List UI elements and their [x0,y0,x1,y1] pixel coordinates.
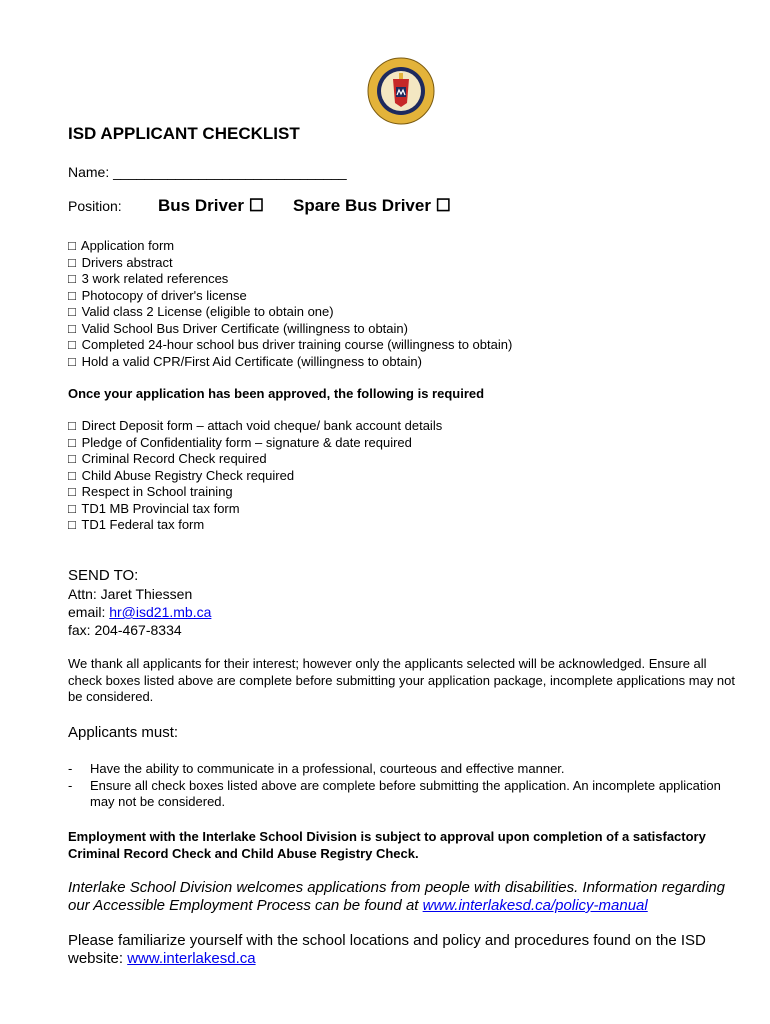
send-to-heading: SEND TO: [68,567,139,584]
thanks-paragraph: We thank all applicants for their interest; however only the applicants selected will be acknowledged. Ensure all check boxes listed above are complete before submitting your application package, incomplete applications may not be considered. [68,656,735,704]
list-item[interactable]: □ Valid class 2 License (eligible to obtain one) [68,304,334,319]
applicants-must-heading: Applicants must: [68,724,179,741]
list-item[interactable]: □ Criminal Record Check required [68,451,267,466]
list-item: - Ensure all check boxes listed above are complete before submitting the application. An incomplete application may not be considered. [68,777,721,809]
name-field-label: Name: ______________________________ [68,164,347,180]
page-title: ISD APPLICANT CHECKLIST [68,124,300,143]
list-item[interactable]: □ Child Abuse Registry Check required [68,467,295,483]
list-item[interactable]: □ Pledge of Confidentiality form – signature & date required [68,434,412,450]
list-item[interactable]: □ TD1 MB Provincial tax form [68,500,240,516]
list-item[interactable]: □ Valid School Bus Driver Certificate (willingness to obtain) [68,320,408,336]
list-item: - Have the ability to communicate in a professional, courteous and effective manner. [68,761,565,776]
list-item[interactable]: □ TD1 Federal tax form [68,517,205,532]
email-link[interactable]: hr@isd21.mb.ca [109,604,212,620]
checkbox[interactable]: □ [68,337,76,352]
checkbox[interactable]: □ [68,271,76,286]
checkbox[interactable]: □ [68,484,76,499]
checkbox[interactable]: □ [68,254,76,270]
school-division-logo [367,57,435,125]
checkbox[interactable]: □ [68,320,76,336]
fax-line: fax: 204-467-8334 [68,622,182,638]
list-item[interactable]: □ Photocopy of driver's license [68,287,247,303]
checkbox[interactable]: □ [68,287,76,303]
checkbox[interactable]: □ [68,353,76,369]
checkbox[interactable]: □ [68,517,76,532]
list-item[interactable]: □ Completed 24-hour school bus driver training course (willingness to obtain) [68,337,513,352]
post-approval-checklist [68,418,442,534]
checkbox[interactable]: □ [68,500,76,516]
approved-heading: Once your application has been approved, the following is required [68,386,485,401]
checkbox[interactable]: □ [68,238,76,253]
email-line: email: hr@isd21.mb.ca [68,604,212,620]
policy-manual-link[interactable]: www.interlakesd.ca/policy-manual [422,897,648,914]
position-row [68,196,451,215]
checkbox[interactable]: □ [68,467,76,483]
employment-note: Employment with the Interlake School Division is subject to approval upon completion of a satisfactory Criminal Record Check and Child Abuse Registry Check. [68,829,706,861]
familiarize-statement: Please familiarize yourself with the school locations and policy and procedures found on the ISD website: www.interlakesd.ca [68,932,706,967]
position-label: Position: [68,198,122,214]
checkbox[interactable]: □ [68,418,76,433]
list-item[interactable]: □ Application form [68,238,175,253]
attention-line: Attn: Jaret Thiessen [68,586,193,602]
accessibility-statement: Interlake School Division welcomes applications from people with disabilities. Information regarding our Accessible Employment Process can be found at www.interlakesd.ca/policy-manual [68,879,725,914]
checkbox[interactable]: □ [68,451,76,466]
list-item[interactable]: □ Direct Deposit form – attach void cheque/ bank account details [68,418,443,433]
list-item[interactable]: □ 3 work related references [68,271,229,286]
checkbox[interactable]: □ [68,304,76,319]
applicants-must-list [68,761,728,811]
list-item[interactable]: □ Hold a valid CPR/First Aid Certificate (willingness to obtain) [68,353,422,369]
send-to-block [68,567,211,639]
bus-driver-option[interactable]: Bus Driver ☐ [158,196,264,215]
list-item[interactable]: □ Respect in School training [68,484,233,499]
spare-bus-driver-option[interactable]: Spare Bus Driver ☐ [293,196,451,215]
list-item[interactable]: □ Drivers abstract [68,254,173,270]
website-link[interactable]: www.interlakesd.ca [127,950,256,967]
checkbox[interactable]: □ [68,434,76,450]
application-checklist [68,238,512,370]
